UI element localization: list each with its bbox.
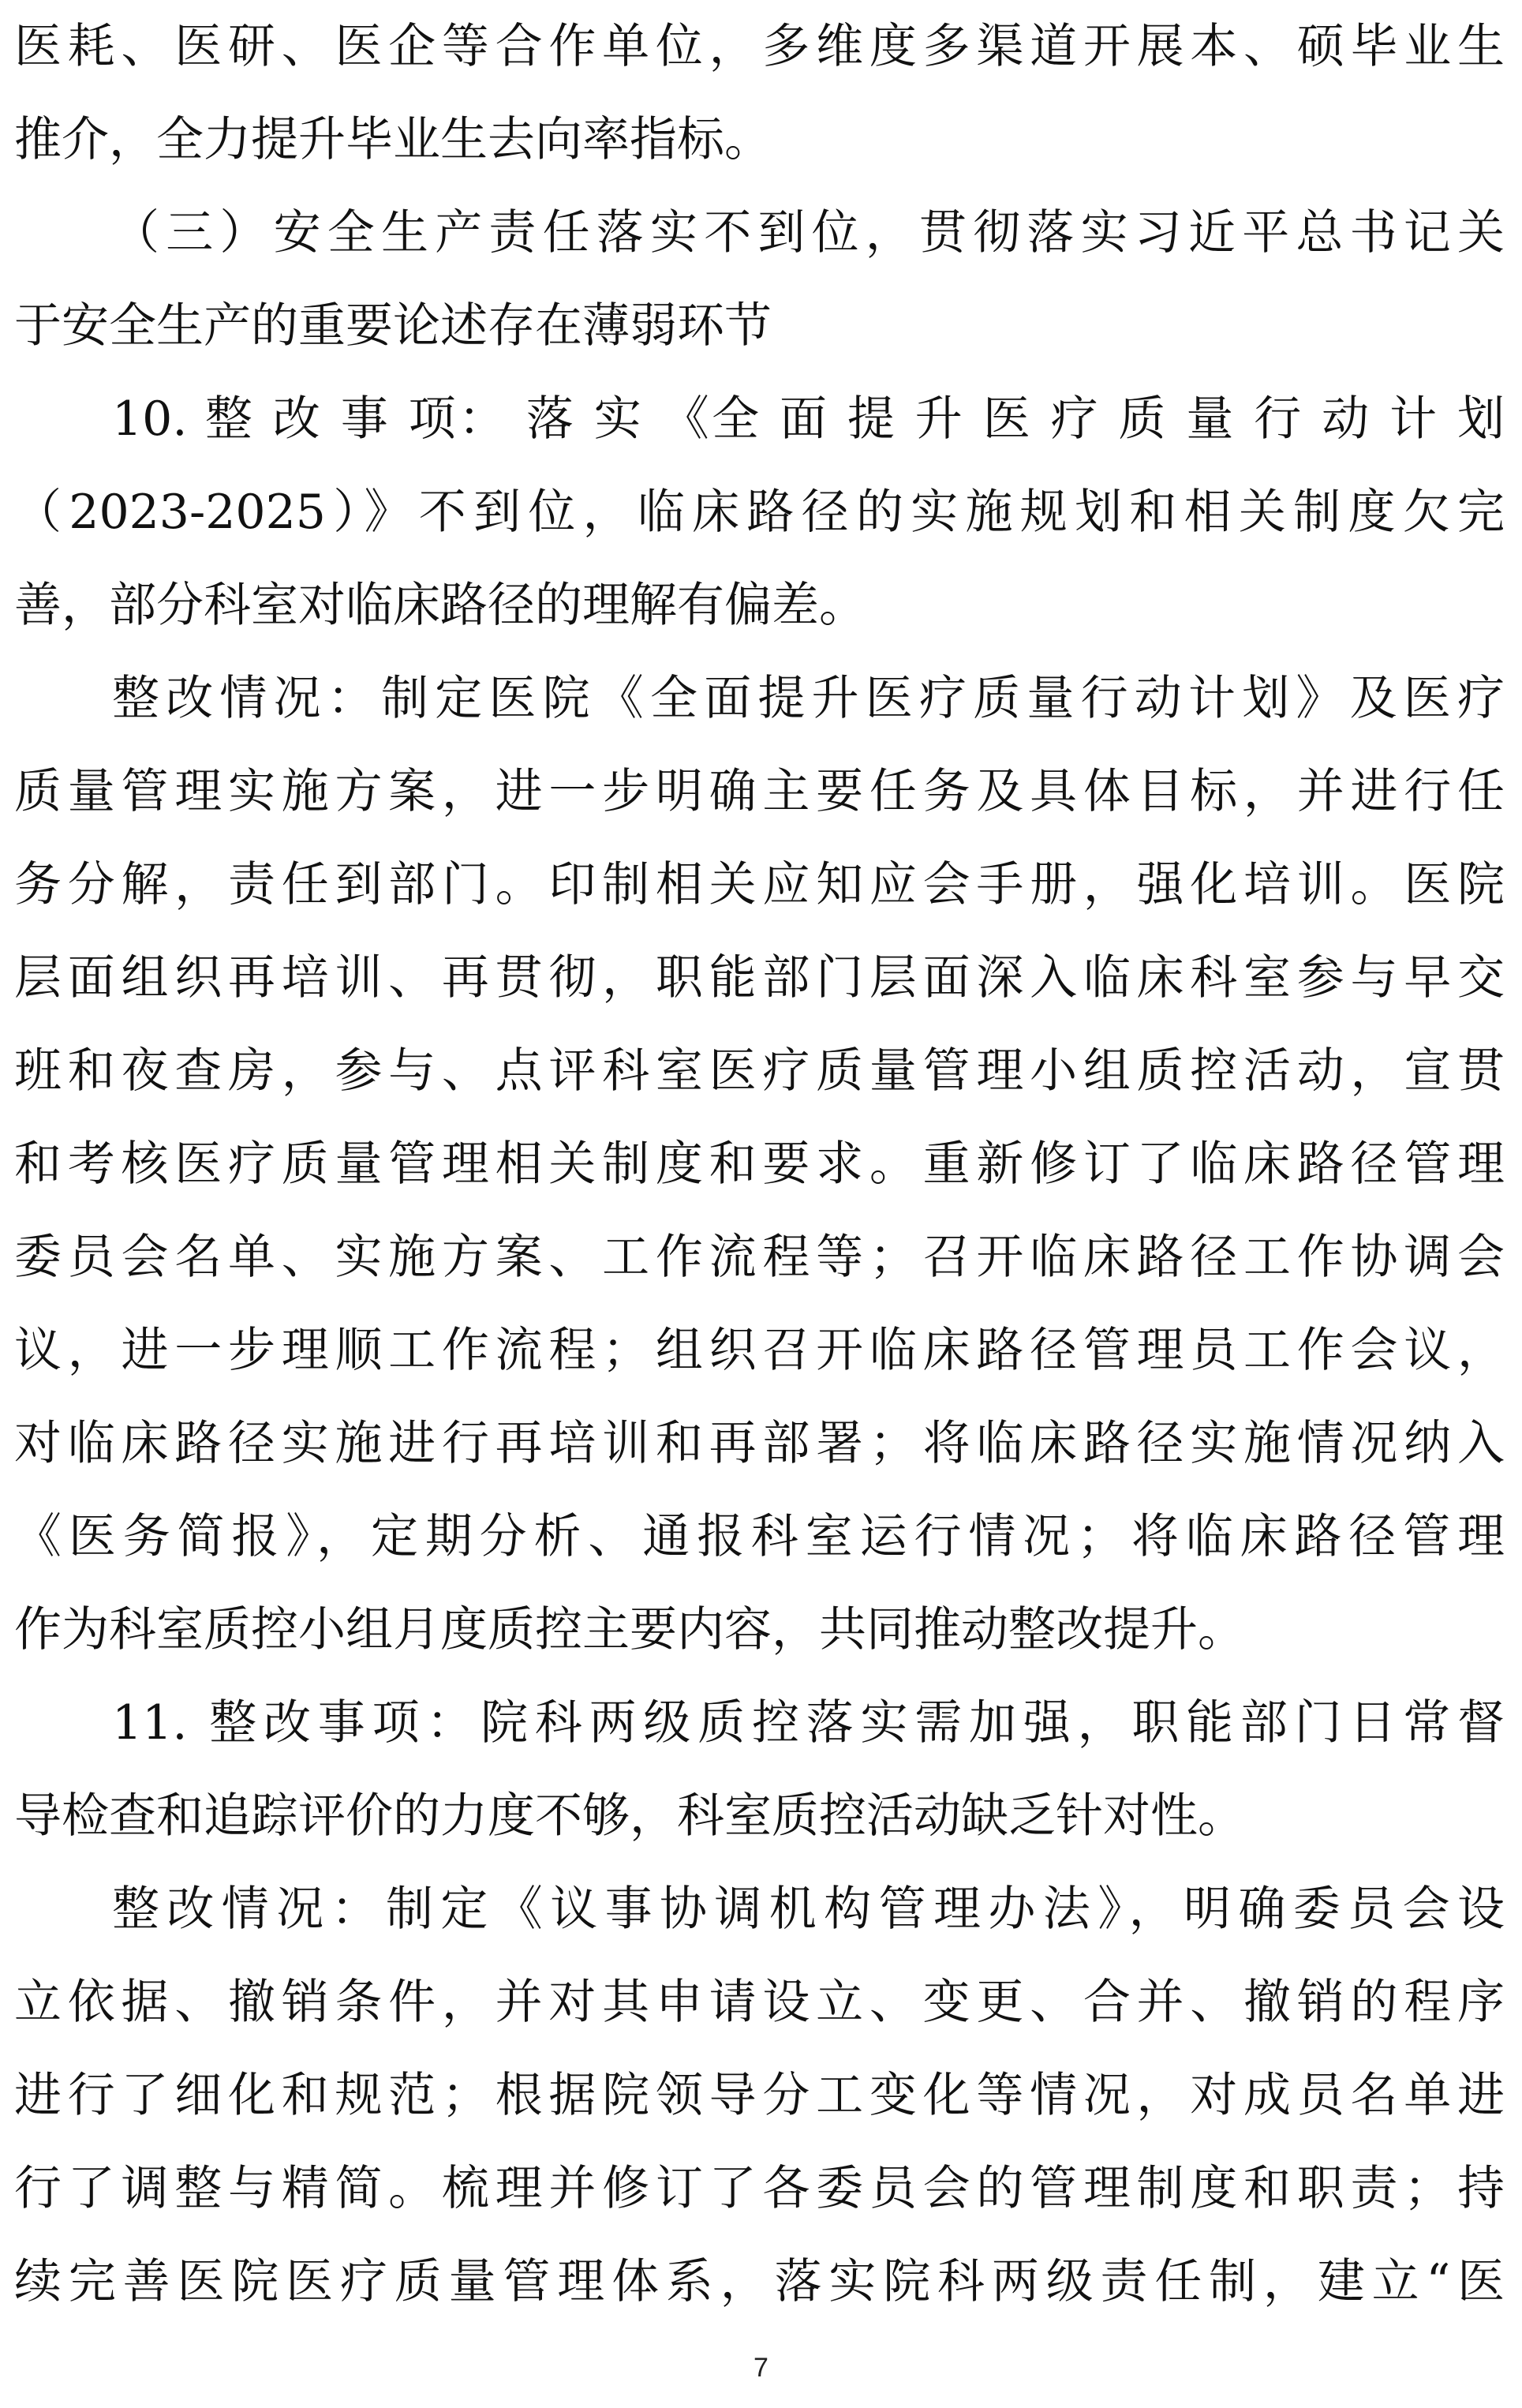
rectification-status-10-line-2: 质量管理实施方案，进一步明确主要任务及具体目标，并进行任 <box>14 764 1505 819</box>
rectification-item-10-line-2: （2023-2025）》不到位，临床路径的实施规划和相关制度欠完 <box>14 485 1505 540</box>
page-number: 7 <box>754 2353 768 2383</box>
rectification-status-10-line-9: 对临床路径实施进行再培训和再部署；将临床路径实施情况纳入 <box>14 1416 1505 1471</box>
rectification-item-10-line-3: 善，部分科室对临床路径的理解有偏差。 <box>14 578 866 633</box>
text-line-2: 推介，全力提升毕业生去向率指标。 <box>14 112 772 167</box>
section-heading-line-1: （三）安全生产责任落实不到位，贯彻落实习近平总书记关 <box>112 205 1505 260</box>
rectification-status-10-line-3: 务分解，责任到部门。印制相关应知应会手册，强化培训。医院 <box>14 857 1505 912</box>
rectification-status-10-line-10: 《医务简报》，定期分析、通报科室运行情况；将临床路径管理 <box>14 1509 1505 1564</box>
rectification-status-10-line-6: 和考核医疗质量管理相关制度和要求。重新修订了临床路径管理 <box>14 1137 1505 1192</box>
rectification-item-11-line-1: 11. 整改事项：院科两级质控落实需加强，职能部门日常督 <box>112 1695 1505 1751</box>
text-line-1: 医耗、医研、医企等合作单位，多维度多渠道开展本、硕毕业生 <box>14 19 1505 74</box>
rectification-status-11-line-3: 进行了细化和规范；根据院领导分工变化等情况，对成员名单进 <box>14 2068 1505 2123</box>
rectification-status-10-line-11: 作为科室质控小组月度质控主要内容，共同推动整改提升。 <box>14 1602 1245 1657</box>
rectification-status-10-line-7: 委员会名单、实施方案、工作流程等；召开临床路径工作协调会 <box>14 1230 1505 1285</box>
rectification-status-11-line-4: 行了调整与精简。梳理并修订了各委员会的管理制度和职责；持 <box>14 2161 1505 2216</box>
rectification-status-11-line-5: 续完善医院医疗质量管理体系，落实院科两级责任制，建立“医 <box>14 2254 1505 2309</box>
rectification-status-11-line-2: 立依据、撤销条件，并对其申请设立、变更、合并、撤销的程序 <box>14 1975 1505 2030</box>
rectification-status-11-line-1: 整改情况：制定《议事协调机构管理办法》，明确委员会设 <box>112 1882 1505 1937</box>
rectification-status-10-line-8: 议，进一步理顺工作流程；组织召开临床路径管理员工作会议， <box>14 1323 1505 1378</box>
rectification-item-11-line-2: 导检查和追踪评价的力度不够，科室质控活动缺乏针对性。 <box>14 1788 1245 1844</box>
rectification-item-10-line-1: 10. 整 改 事 项： 落 实 《全 面 提 升 医 疗 质 量 行 动 计 划 <box>112 391 1505 447</box>
rectification-status-10-line-4: 层面组织再培训、再贯彻，职能部门层面深入临床科室参与早交 <box>14 950 1505 1006</box>
section-heading-line-2: 于安全生产的重要论述存在薄弱环节 <box>14 298 772 354</box>
document-body <box>14 0 1505 2328</box>
rectification-status-10-line-1: 整改情况：制定医院《全面提升医疗质量行动计划》及医疗 <box>112 671 1505 726</box>
rectification-status-10-line-5: 班和夜查房，参与、点评科室医疗质量管理小组质控活动，宣贯 <box>14 1043 1505 1099</box>
